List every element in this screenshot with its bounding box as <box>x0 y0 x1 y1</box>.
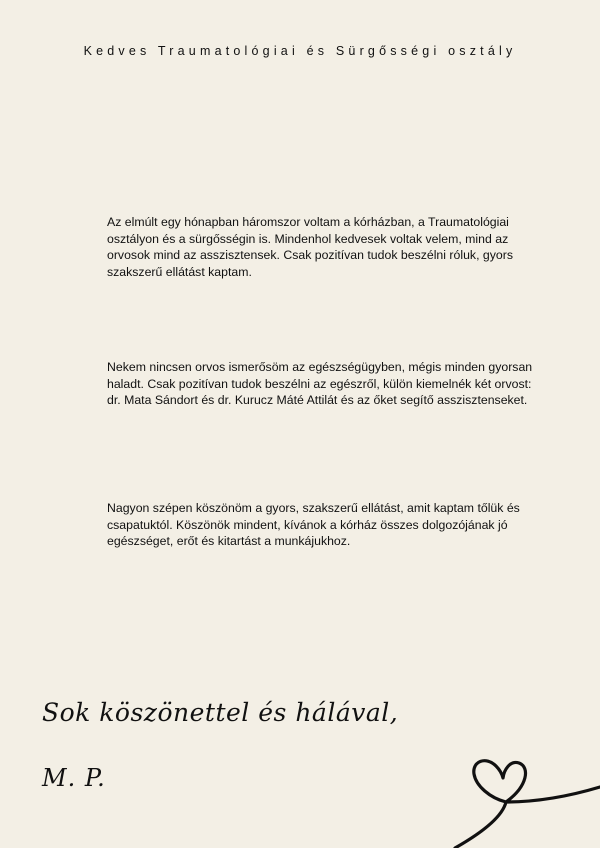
signature: M. P. <box>42 764 106 792</box>
letter-paragraph-3: Nagyon szépen köszönöm a gyors, szakszerű ellátást, amit kaptam tőlük és csapatuktól. Köszönök mindent, kívánok a kórház összes dolgozójának jó egészséget, erőt és kitartást a munkájukhoz. <box>107 501 520 548</box>
letter-paragraph-1: Az elmúlt egy hónapban háromszor voltam a kórházban, a Traumatológiai osztályon és a sürgősségin is. Mindenhol kedvesek voltak velem, mind az orvosok mind az asszisztensek. Csak pozitívan tudok beszélni róluk, gyors szakszerű ellátást kaptam. <box>107 215 513 279</box>
letter-paragraph-2: Nekem nincsen orvos ismerősöm az egészségügyben, mégis minden gyorsan haladt. Csak pozitívan tudok beszélni az egészről, külön kiemelnék két orvost: dr. Mata Sándort és dr. Kurucz Máté Attilát és az őket segítő asszisztenseket. <box>107 360 533 407</box>
closing-line: Sok köszönettel és hálával, <box>42 698 399 727</box>
letter-header: Kedves Traumatológiai és Sürgősségi osztály <box>83 44 517 58</box>
